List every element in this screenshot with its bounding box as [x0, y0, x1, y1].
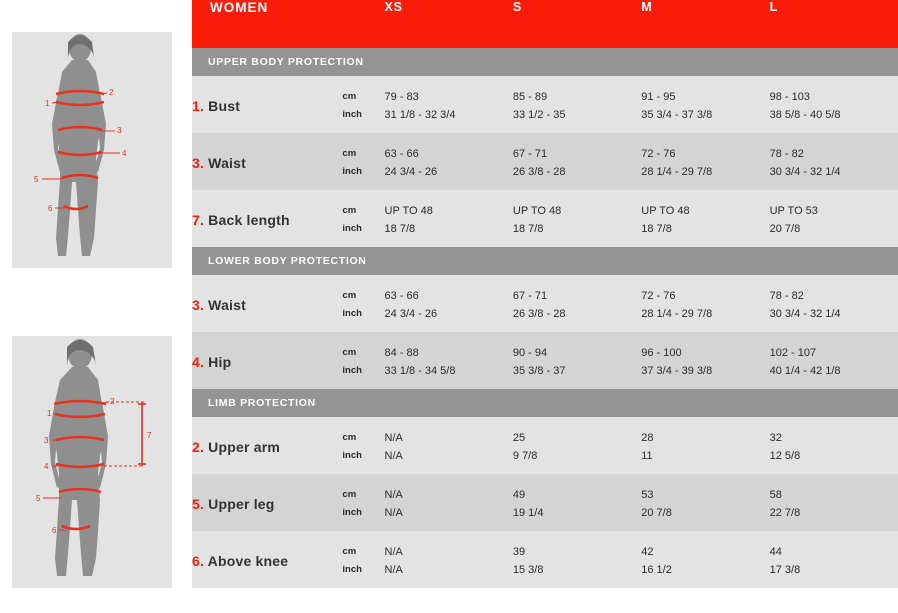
value-cm: 63 - 66 — [384, 289, 419, 302]
svg-text:2: 2 — [110, 397, 115, 406]
value-inch: 30 3/4 - 32 1/4 — [769, 165, 841, 178]
value-inch: N/A — [384, 449, 403, 462]
value-inch: 38 5/8 - 40 5/8 — [769, 108, 841, 121]
value-inch: 28 1/4 - 29 7/8 — [641, 307, 713, 320]
svg-text:3: 3 — [44, 436, 49, 445]
value-inch: 22 7/8 — [769, 506, 801, 519]
svg-text:4: 4 — [44, 462, 49, 471]
cell-l — [770, 275, 898, 332]
svg-text:2: 2 — [109, 88, 114, 97]
cell-m — [641, 190, 769, 247]
value-cm: 91 - 95 — [641, 90, 676, 103]
svg-text:6: 6 — [52, 526, 57, 535]
section-header-upper-body — [192, 48, 898, 76]
value-cm: UP TO 48 — [512, 204, 562, 217]
value-cm: N/A — [384, 431, 403, 444]
value-inch: 9 7/8 — [512, 449, 538, 462]
table-header — [192, 0, 898, 48]
unit-cm: cm — [342, 545, 357, 557]
row-label-waist-upper — [192, 133, 342, 190]
value-inch: 11 — [641, 449, 653, 462]
cell-xs — [385, 531, 513, 588]
value-inch: 18 7/8 — [512, 222, 544, 235]
figure-panel-upper — [12, 32, 172, 268]
cell-m — [641, 531, 769, 588]
row-name: Bust — [208, 97, 241, 114]
value-inch: 24 3/4 - 26 — [384, 307, 438, 320]
cell-m — [641, 474, 769, 531]
svg-text:7: 7 — [147, 431, 152, 440]
svg-text:5: 5 — [34, 175, 39, 184]
cell-l — [770, 417, 898, 474]
svg-text:3: 3 — [117, 126, 122, 135]
value-cm: 84 - 88 — [384, 346, 419, 359]
row-name: Upper leg — [208, 495, 275, 512]
unit-inch: inch — [342, 165, 362, 177]
row-units — [342, 474, 384, 531]
value-cm: 78 - 82 — [769, 147, 804, 160]
value-cm: N/A — [384, 488, 403, 501]
unit-inch: inch — [342, 364, 362, 376]
value-inch: 12 5/8 — [769, 449, 801, 462]
value-cm: 67 - 71 — [512, 289, 548, 302]
unit-cm: cm — [342, 431, 357, 443]
row-number: 4. — [192, 353, 205, 370]
unit-inch: inch — [342, 449, 362, 461]
value-cm: 28 — [641, 431, 654, 444]
unit-inch: inch — [342, 222, 362, 234]
value-cm: 42 — [641, 545, 654, 558]
unit-inch: inch — [342, 506, 362, 518]
cell-s — [513, 332, 641, 389]
cell-xs — [385, 474, 513, 531]
cell-s — [513, 275, 641, 332]
value-cm: 72 - 76 — [641, 289, 676, 302]
value-inch: 33 1/8 - 34 5/8 — [384, 364, 456, 377]
value-cm: N/A — [384, 545, 403, 558]
value-cm: 44 — [769, 545, 782, 558]
value-cm: 53 — [641, 488, 654, 501]
cell-xs — [385, 133, 513, 190]
size-table-wrap — [192, 0, 898, 613]
cell-s — [513, 474, 641, 531]
value-cm: 58 — [769, 488, 782, 501]
value-cm: 67 - 71 — [512, 147, 548, 160]
value-inch: 26 3/8 - 28 — [512, 307, 566, 320]
row-number: 3. — [192, 154, 205, 171]
svg-text:1: 1 — [47, 409, 52, 418]
value-cm: UP TO 48 — [641, 204, 690, 217]
value-cm: 79 - 83 — [384, 90, 419, 103]
value-cm: 25 — [512, 431, 526, 444]
cell-m — [641, 275, 769, 332]
value-inch: 33 1/2 - 35 — [512, 108, 566, 121]
header-size-m: M — [641, 0, 769, 48]
row-units — [342, 275, 384, 332]
row-number: 6. — [192, 552, 205, 569]
row-label-upper-arm — [192, 417, 342, 474]
row-label-bust — [192, 76, 342, 133]
table-row — [192, 133, 898, 190]
table-row — [192, 275, 898, 332]
unit-inch: inch — [342, 108, 362, 120]
unit-cm: cm — [342, 346, 357, 358]
row-label-waist-lower — [192, 275, 342, 332]
row-label-back-length — [192, 190, 342, 247]
value-inch: 20 7/8 — [769, 222, 801, 235]
value-inch: 24 3/4 - 26 — [384, 165, 438, 178]
value-inch: 31 1/8 - 32 3/4 — [384, 108, 456, 121]
header-size-s: S — [513, 0, 641, 48]
value-inch: 20 7/8 — [641, 506, 672, 519]
value-inch: N/A — [384, 563, 403, 576]
row-units — [342, 76, 384, 133]
value-inch: 18 7/8 — [641, 222, 672, 235]
table-row — [192, 332, 898, 389]
unit-cm: cm — [342, 289, 357, 301]
cell-s — [513, 190, 641, 247]
row-units — [342, 531, 384, 588]
svg-text:1: 1 — [45, 99, 50, 108]
value-cm: 96 - 100 — [641, 346, 682, 359]
row-number: 7. — [192, 211, 205, 228]
cell-s — [513, 76, 641, 133]
svg-text:4: 4 — [122, 149, 127, 158]
header-size-l: L — [770, 0, 898, 48]
value-cm: 78 - 82 — [769, 289, 804, 302]
row-name: Waist — [208, 154, 246, 171]
cell-l — [770, 133, 898, 190]
unit-inch: inch — [342, 307, 362, 319]
value-cm: 63 - 66 — [384, 147, 419, 160]
row-number: 5. — [192, 495, 205, 512]
value-inch: 28 1/4 - 29 7/8 — [641, 165, 713, 178]
row-name: Above knee — [207, 552, 289, 569]
cell-xs — [385, 275, 513, 332]
cell-s — [513, 133, 641, 190]
row-name: Back length — [208, 211, 290, 228]
value-cm: 85 - 89 — [512, 90, 548, 103]
cell-xs — [385, 417, 513, 474]
table-row — [192, 190, 898, 247]
row-label-upper-leg — [192, 474, 342, 531]
value-inch: 17 3/8 — [769, 563, 801, 576]
size-table — [192, 0, 898, 588]
cell-l — [770, 332, 898, 389]
cell-l — [770, 190, 898, 247]
header-women: WOMEN — [192, 0, 385, 48]
row-name: Upper arm — [208, 438, 280, 455]
row-units — [342, 332, 384, 389]
row-name: Hip — [208, 353, 232, 370]
value-cm: 32 — [769, 431, 782, 444]
value-inch: 35 3/8 - 37 — [512, 364, 566, 377]
value-inch: N/A — [384, 506, 403, 519]
header-size-xs: XS — [385, 0, 513, 48]
value-inch: 15 3/8 — [512, 563, 544, 576]
cell-s — [513, 417, 641, 474]
female-figure-upper-body — [12, 32, 172, 268]
row-number: 1. — [192, 97, 205, 114]
value-inch: 35 3/4 - 37 3/8 — [641, 108, 713, 121]
table-row — [192, 474, 898, 531]
cell-l — [770, 76, 898, 133]
section-title: LOWER BODY PROTECTION — [192, 247, 898, 275]
table-row — [192, 417, 898, 474]
row-number: 3. — [192, 296, 205, 313]
female-figure-lower-body — [12, 336, 172, 588]
cell-xs — [385, 190, 513, 247]
unit-cm: cm — [342, 147, 357, 159]
table-row — [192, 76, 898, 133]
cell-xs — [385, 332, 513, 389]
row-units — [342, 190, 384, 247]
cell-m — [641, 76, 769, 133]
value-cm: UP TO 48 — [384, 204, 433, 217]
unit-inch: inch — [342, 563, 362, 575]
table-row — [192, 531, 898, 588]
section-header-lower-body — [192, 247, 898, 275]
value-cm: 98 - 103 — [769, 90, 810, 103]
unit-cm: cm — [342, 90, 357, 102]
figure-panel-lower — [12, 336, 172, 588]
cell-m — [641, 133, 769, 190]
cell-s — [513, 531, 641, 588]
section-title: LIMB PROTECTION — [192, 389, 898, 417]
value-cm: 72 - 76 — [641, 147, 676, 160]
cell-xs — [385, 76, 513, 133]
row-units — [342, 417, 384, 474]
unit-cm: cm — [342, 488, 357, 500]
value-inch: 40 1/4 - 42 1/8 — [769, 364, 841, 377]
row-label-hip — [192, 332, 342, 389]
svg-text:5: 5 — [36, 494, 41, 503]
cell-m — [641, 332, 769, 389]
value-inch: 30 3/4 - 32 1/4 — [769, 307, 841, 320]
section-header-limb — [192, 389, 898, 417]
cell-l — [770, 474, 898, 531]
section-title: UPPER BODY PROTECTION — [192, 48, 898, 76]
row-name: Waist — [208, 296, 246, 313]
value-inch: 37 3/4 - 39 3/8 — [641, 364, 713, 377]
cell-l — [770, 531, 898, 588]
value-cm: 90 - 94 — [512, 346, 548, 359]
cell-m — [641, 417, 769, 474]
value-inch: 26 3/8 - 28 — [512, 165, 566, 178]
row-units — [342, 133, 384, 190]
value-inch: 16 1/2 — [641, 563, 672, 576]
row-number: 2. — [192, 438, 205, 455]
value-cm: 102 - 107 — [769, 346, 817, 359]
value-cm: UP TO 53 — [769, 204, 818, 217]
svg-text:6: 6 — [48, 204, 53, 213]
figure-column — [0, 0, 192, 613]
value-inch: 19 1/4 — [512, 506, 544, 519]
value-cm: 39 — [512, 545, 526, 558]
unit-cm: cm — [342, 204, 357, 216]
value-cm: 49 — [512, 488, 526, 501]
row-label-above-knee — [192, 531, 342, 588]
value-inch: 18 7/8 — [384, 222, 416, 235]
